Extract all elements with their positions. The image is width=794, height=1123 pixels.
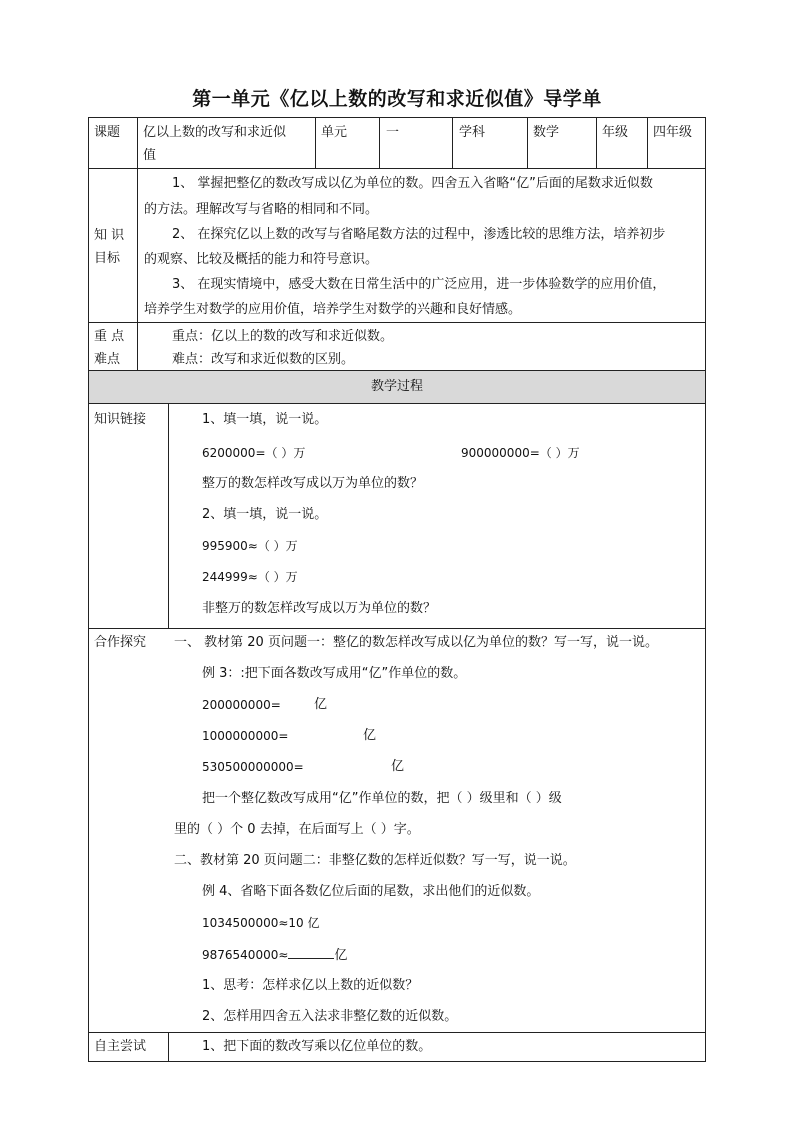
approx-row: 1034500000≈10 亿: [202, 916, 320, 930]
approx-number: 9876540000≈: [202, 948, 289, 962]
table-col-divider: [379, 117, 380, 168]
unit-text: 亿: [334, 948, 348, 963]
grade-label: 年级: [602, 125, 629, 140]
subject-label: 学科: [459, 125, 486, 140]
link-line: 1、填一填，说一说。: [202, 412, 328, 427]
table-col-divider: [647, 117, 648, 168]
approx-row: [202, 946, 347, 964]
table-border-bottom: [88, 1061, 706, 1062]
think-text: 2、怎样用四舍五入法求非整亿数的近似数。: [202, 1009, 458, 1024]
topic-value-line2: 值: [143, 148, 157, 163]
keypoints-label-line1: 重 点: [94, 329, 125, 344]
knowledge-line: 1、 掌握把整亿的数改写成以亿为单位的数。四舍五入省略“亿”后面的尾数求近似数: [172, 176, 653, 191]
number-row: 200000000=: [202, 698, 281, 712]
self-line: 1、把下面的数改写乘以亿位单位的数。: [202, 1039, 432, 1054]
page-title: 第一单元《亿以上数的改写和求近似值》导学单: [192, 88, 602, 110]
link-fill: 244999≈（ ）万: [202, 570, 298, 584]
table-border-right: [705, 117, 706, 1062]
rule-text: 把一个整亿数改写成用“亿”作单位的数，把（ ）级里和（ ）级: [202, 791, 562, 806]
unit-text: 亿: [363, 728, 377, 743]
table-col-divider: [137, 168, 138, 370]
knowledge-line: 2、 在探究亿以上数的改写与省略尾数方法的过程中，渗透比较的思维方法，培养初步: [172, 227, 666, 242]
topic-value-line1: 亿以上数的改写和求近似: [143, 125, 287, 140]
rule-text: 里的（ ）个 0 去掉，在后面写上（ ）字。: [174, 822, 420, 837]
link-fill: 900000000=（ ）万: [461, 446, 580, 460]
knowledge-line: 的方法。理解改写与省略的相同和不同。: [144, 202, 379, 217]
knowledge-line: 培养学生对数学的应用价值，培养学生对数学的兴趣和良好情感。: [144, 302, 522, 317]
table-col-divider: [315, 117, 316, 168]
unit-value: 一: [386, 125, 400, 140]
keypoints-label-line2: 难点: [94, 352, 121, 367]
table-row-divider: [88, 168, 706, 169]
table-col-divider: [168, 1032, 169, 1062]
table-row-divider: [88, 403, 706, 404]
table-col-divider: [527, 117, 528, 168]
unit-text: 亿: [391, 759, 405, 774]
table-row-divider: [88, 322, 706, 323]
example-title: 例 4、省略下面各数亿位后面的尾数，求出他们的近似数。: [202, 884, 540, 899]
table-col-divider: [137, 117, 138, 168]
number-row: 1000000000=: [202, 729, 289, 743]
table-row-divider: [88, 628, 706, 629]
link-label: 知识链接: [94, 412, 147, 427]
self-label: 自主尝试: [94, 1039, 147, 1054]
process-header: 教学过程: [370, 379, 423, 394]
link-question: 非整万的数怎样改写成以万为单位的数？: [202, 601, 437, 616]
topic-label: 课题: [94, 125, 121, 140]
key-point-text: 重点：亿以上的数的改写和求近似数。: [172, 329, 394, 344]
unit-label: 单元: [321, 125, 348, 140]
link-question: 整万的数怎样改写成以万为单位的数？: [202, 476, 424, 491]
think-text: 1、思考：怎样求亿以上数的近似数？: [202, 978, 419, 993]
number-row: 530500000000=: [202, 760, 304, 774]
table-row-divider: [88, 1032, 706, 1033]
coop-label: 合作探究: [94, 635, 147, 650]
table-col-divider: [452, 117, 453, 168]
example-title: 例 3：:把下面各数改写成用“亿”作单位的数。: [202, 666, 467, 681]
link-line: 2、填一填，说一说。: [202, 507, 328, 522]
unit-text: 亿: [314, 697, 328, 712]
knowledge-line: 的观察、比较及概括的能力和符号意识。: [144, 252, 379, 267]
subject-value: 数学: [533, 125, 560, 140]
answer-blank[interactable]: [288, 946, 334, 959]
table-border-left: [88, 117, 89, 1062]
knowledge-label-line2: 目标: [94, 251, 121, 266]
link-fill: 995900≈（ ）万: [202, 539, 298, 553]
link-fill: 6200000=（ ）万: [202, 446, 306, 460]
grade-value: 四年级: [653, 125, 693, 140]
study-sheet-table: [88, 117, 706, 1062]
table-col-divider: [596, 117, 597, 168]
knowledge-line: 3、 在现实情境中，感受大数在日常生活中的广泛应用，进一步体验数学的应用价值，: [172, 277, 666, 292]
coop-item: 二、教材第 20 页问题二：非整亿数的怎样近似数？写一写，说一说。: [174, 853, 576, 868]
table-col-divider: [168, 403, 169, 628]
difficulty-text: 难点：改写和求近似数的区别。: [172, 352, 355, 367]
coop-item: 一、 教材第 20 页问题一：整亿的数怎样改写成以亿为单位的数？写一写，说一说。: [174, 635, 658, 650]
knowledge-label-line1: 知 识: [94, 228, 125, 243]
table-row-divider: [88, 370, 706, 371]
table-border-top: [88, 117, 706, 118]
